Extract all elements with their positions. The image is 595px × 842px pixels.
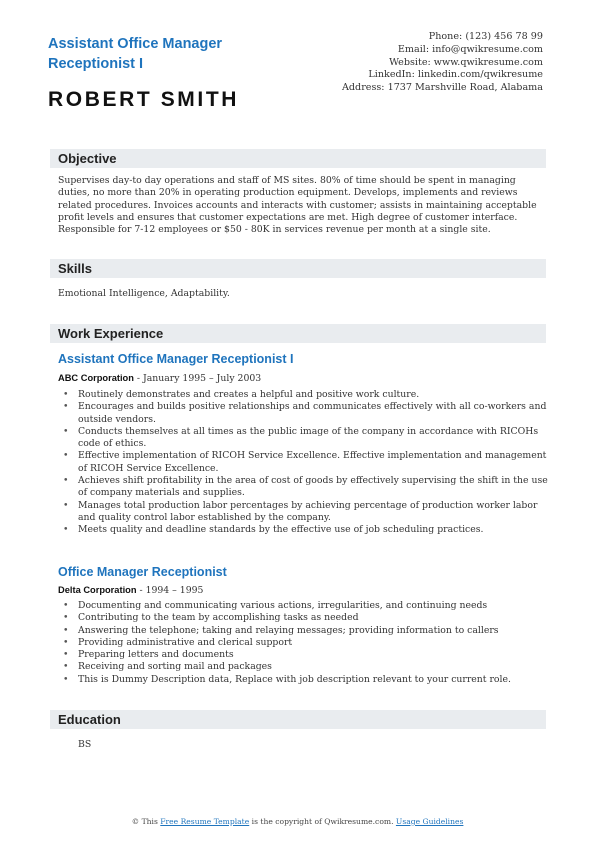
contact-phone: Phone: (123) 456 78 99	[428, 31, 543, 42]
list-item: • Encourages and builds positive relationships and communicates effectively with all co-workers and outside vendors.	[58, 401, 548, 426]
section-title-skills: Skills	[58, 261, 92, 276]
skills-section-header	[50, 259, 546, 278]
footer-middle: is the copyright of Qwikresume.com.	[249, 817, 396, 826]
contact-website: Website: www.qwikresume.com	[389, 56, 543, 68]
education-degree: BS	[78, 739, 92, 750]
job-1-role: Assistant Office Manager Receptionist I	[58, 352, 294, 366]
list-item: • Effective implementation of RICOH Service Excellence. Effective implementation and management of RICOH Service Excellence.	[58, 450, 548, 475]
list-item: • Preparing letters and documents	[58, 649, 548, 661]
section-title-education: Education	[58, 712, 121, 727]
job-1-dates: - January 1995 – July 2003	[133, 373, 262, 384]
job-1-company-line	[58, 373, 261, 384]
list-item: • Manages total production labor percentages by achieving percentage of production worker labor and quality control labor established by the company.	[58, 500, 548, 525]
contact-linkedin: LinkedIn: linkedin.com/qwikresume	[368, 69, 543, 81]
job-2-company: Delta Corporation	[58, 585, 137, 595]
candidate-name: ROBERT SMITH	[48, 88, 240, 111]
job-2-company-line	[58, 585, 203, 596]
education-section-header	[50, 710, 546, 729]
skills-text: Emotional Intelligence, Adaptability.	[58, 288, 230, 299]
footer-prefix: © This	[131, 817, 161, 826]
free-resume-template-link[interactable]: Free Resume Template	[160, 817, 250, 826]
job-1-duties	[58, 389, 548, 537]
job-title: Assistant Office Manager Receptionist I	[48, 36, 223, 72]
list-item: • Documenting and communicating various actions, irregularities, and continuing needs	[58, 600, 548, 612]
contact-email: Email: info@qwikresume.com	[397, 43, 543, 55]
objective-section-header	[50, 149, 546, 168]
job-1-company: ABC Corporation	[58, 373, 134, 383]
list-item: • This is Dummy Description data, Replace with job description relevant to your current role.	[58, 674, 548, 686]
contact-address: Address: 1737 Marshville Road, Alabama	[341, 82, 543, 94]
list-item: • Routinely demonstrates and creates a helpful and positive work culture.	[58, 389, 548, 401]
header	[48, 34, 308, 112]
footer	[0, 817, 595, 826]
job-2-dates: - 1994 – 1995	[136, 585, 204, 596]
contact-block	[323, 31, 543, 95]
objective-text: Supervises day-to day operations and staff of MS sites. 80% of time should be spent in managing duties, no more than 20% in operating production equipment. Develops, implements and reviews related procedures. Invoices accounts and interacts with customer; assists in maintaining acceptable profit levels and ensures that customer expectations are met. High degree of customer interface. Responsible for 7-12 employees or $50 - 80K in services revenue per month at a single site.	[58, 175, 537, 236]
list-item: • Answering the telephone; taking and relaying messages; providing information to callers	[58, 625, 548, 637]
list-item: • Contributing to the team by accomplishing tasks as needed	[58, 612, 548, 624]
list-item: • Meets quality and deadline standards by the effective use of job scheduling practices.	[58, 524, 548, 536]
usage-guidelines-link[interactable]: Usage Guidelines	[395, 817, 464, 826]
work-experience-section-header	[50, 324, 546, 343]
list-item: • Achieves shift profitability in the area of cost of goods by effectively supervising the shift in the use of company materials and supplies.	[58, 475, 548, 500]
list-item: • Receiving and sorting mail and packages	[58, 661, 548, 673]
list-item: • Conducts themselves at all times as the public image of the company in accordance with RICOHs code of ethics.	[58, 426, 548, 451]
section-title-objective: Objective	[58, 151, 117, 166]
section-title-work-experience: Work Experience	[58, 326, 164, 341]
job-2-role: Office Manager Receptionist	[58, 565, 227, 579]
list-item: • Providing administrative and clerical support	[58, 637, 548, 649]
job-2-duties	[58, 600, 548, 686]
